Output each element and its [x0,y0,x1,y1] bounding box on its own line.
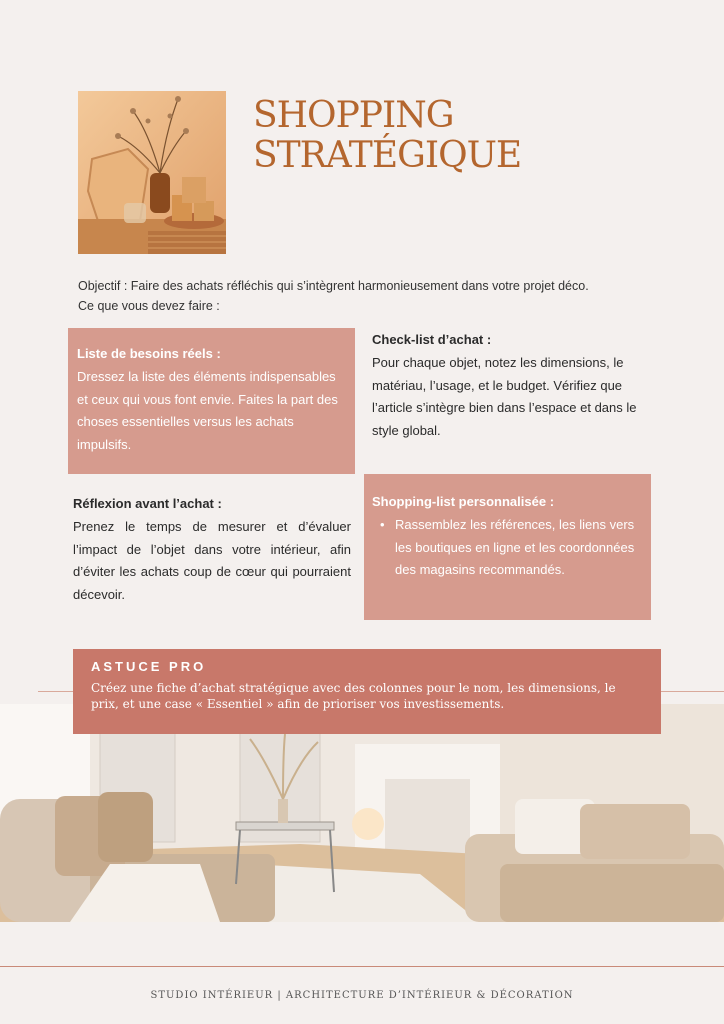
reflexion-text: Prenez le temps de mesurer et d’évaluer l’impact de l’objet dans votre intérieur, afin d’éviter les achats coup de cœur qui pourraient décevoir. [73,519,351,602]
besoins-title: Liste de besoins réels : [77,346,221,361]
besoins-card [68,328,355,474]
title-line-1: SHOPPING [253,95,454,136]
shopping-list-card [364,474,651,620]
shopping-list-item: • Rassemblez les références, les liens vers les boutiques en ligne et les coordonnées des magasins recommandés. [372,514,643,582]
pro-tip-label: ASTUCE PRO [91,659,207,674]
footer-text: STUDIO INTÉRIEUR | ARCHITECTURE D’INTÉRIEUR & DÉCORATION [150,990,574,1001]
shopping-list [372,514,643,582]
intro-objective: Objectif : Faire des achats réfléchis qui s’intègrent harmonieusement dans votre projet déco. [78,279,589,293]
title-line-2: STRATÉGIQUE [253,135,522,176]
pro-tip-text: Créez une fiche d’achat stratégique avec des colonnes pour le nom, les dimensions, le prix, et une case « Essentiel » afin de prioriser vos investissements. [91,681,616,711]
intro-instructions: Ce que vous devez faire : [78,299,220,313]
decor-photo-illustration [78,91,226,254]
living-room-photo [0,704,724,922]
shopping-list-title: Shopping-list personnalisée : [372,494,555,509]
checklist-text: Pour chaque objet, notez les dimensions, le matériau, l’usage, et le budget. Vérifiez que l’article s’intègre bien dans l’espace et dans le style global. [372,355,637,438]
reflexion-title: Réflexion avant l’achat : [73,496,222,511]
page-title [253,96,521,176]
reflexion-section [73,496,351,606]
intro [78,276,668,316]
checklist-title: Check-list d’achat : [372,332,492,347]
besoins-text: Dressez la liste des éléments indispensables et ceux qui vous font envie. Faites la part des choses essentielles versus les achats impulsifs. [77,369,338,452]
footer-divider [0,966,724,967]
checklist-section [372,332,652,442]
decor-photo [78,91,226,254]
pro-tip-card [73,649,661,734]
living-room-illustration [0,704,724,922]
